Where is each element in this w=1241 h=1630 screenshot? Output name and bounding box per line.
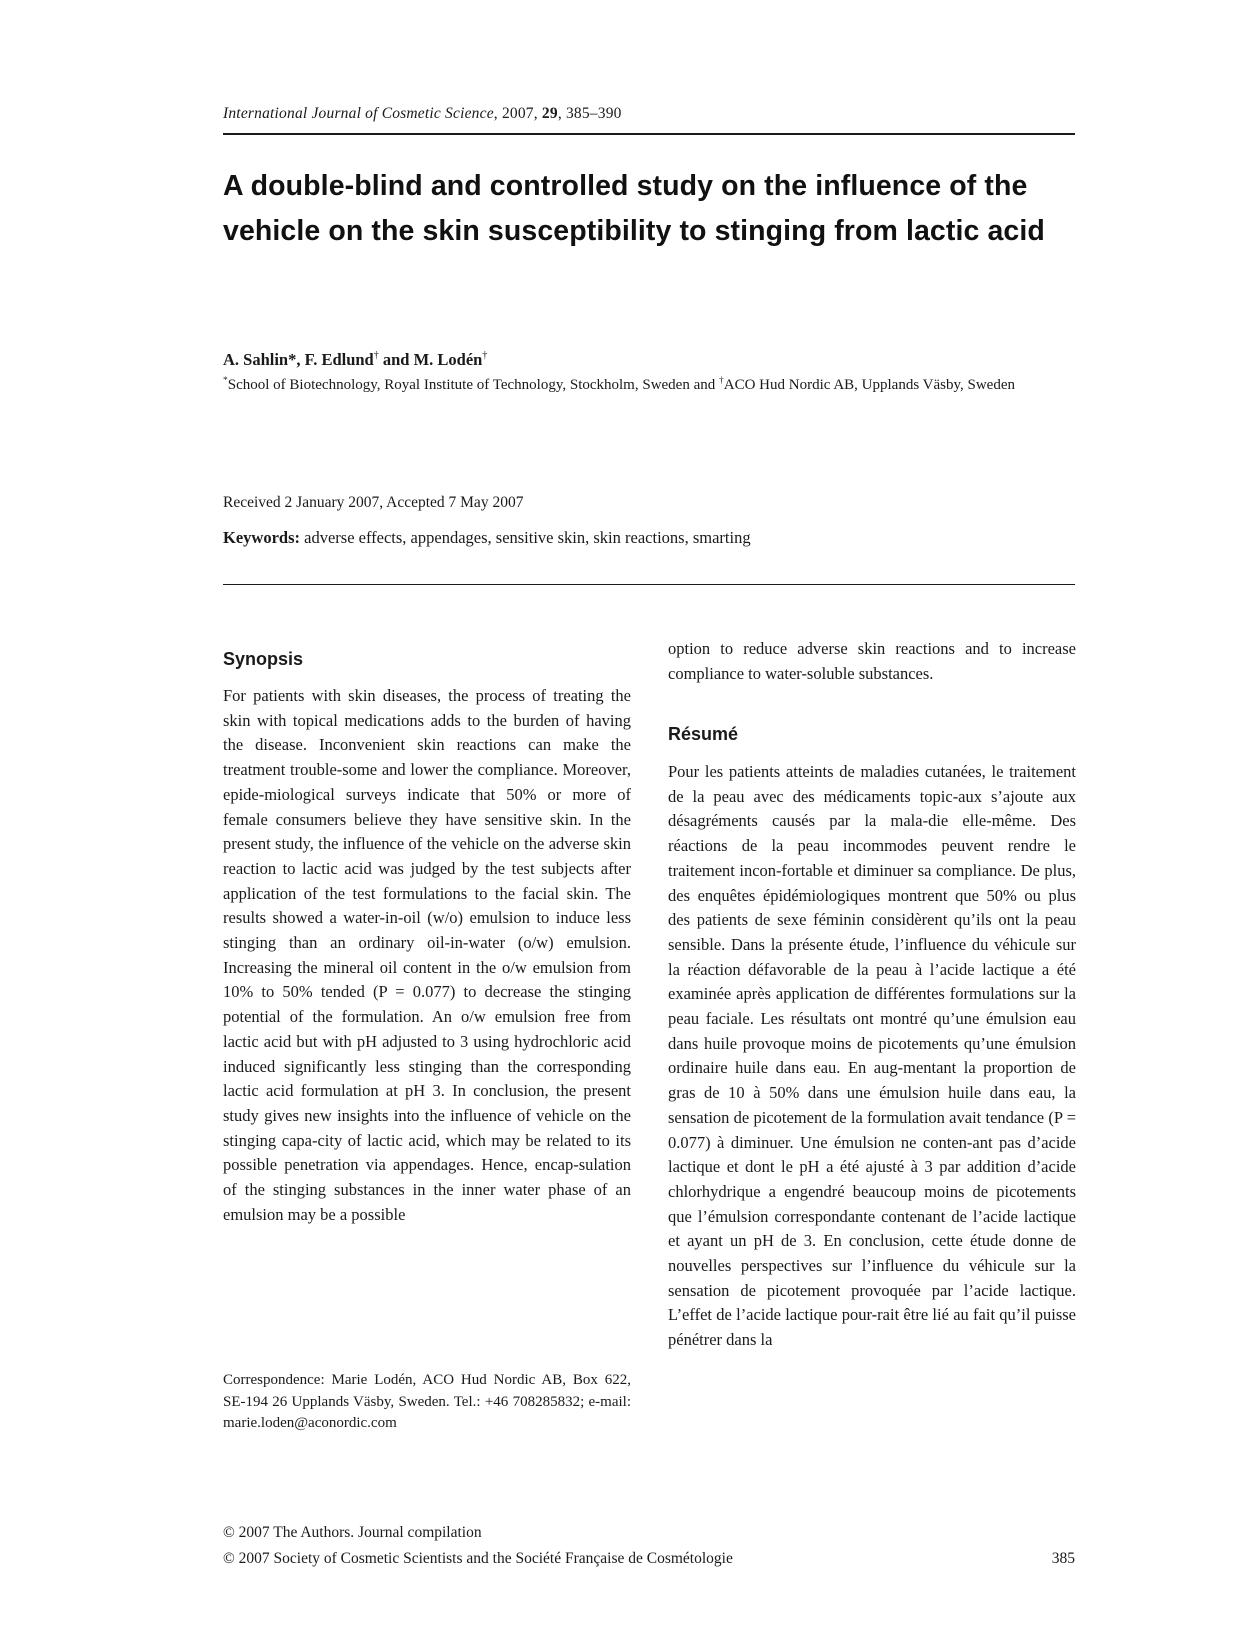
resume-text: Pour les patients atteints de maladies cutanées, le traitement de la peau avec des médicaments topic-aux s’ajoute aux désagréments causés par la mala-die elle-même. Des réactions de la peau incommodes peuvent rendre le traitement incon-fortable et diminuer sa compliance. De plus, des enquêtes épidémiologiques montrent que 50% ou plus des patients de sexe féminin considèrent qu’ils ont la peau sensible. Dans la présente étude, l’influence du véhicule sur la réaction défavorable de la peau à l’acide lactique a été examinée après application de différentes formulations sur la peau faciale. Les résultats ont montré qu’une émulsion eau dans huile provoque moins de picotements qu’une émulsion ordinaire huile dans eau. En aug-mentant la proportion de gras de 10 à 50% dans une émulsion huile dans eau, la sensation de picotement de la formulation avait tendance (P = 0.077) à diminuer. Une émulsion ne conten-ant pas d’acide lactique et dont le pH a été ajusté à 3 par addition d’acide chlorhydrique a engendré beaucoup moins de picotements que l’émulsion correspondante contenant de l’acide lactique et ayant un pH de 3. En conclusion, cette étude donne de nouvelles perspectives sur l’influence du véhicule sur la sensation de picotement provoquée par l’acide lactique. L’effet de l’acide lactique pour-rait être lié au fait qu’il puisse pénétrer dans la — [668, 762, 1076, 1350]
affiliation-kth: School of Biotechnology, Royal Institute of Technology, Stockholm, Sweden and — [227, 377, 719, 393]
author-sahlin: A. Sahlin*, — [223, 350, 305, 369]
resume-heading: Résumé — [668, 724, 739, 744]
journal-volume: 29 — [541, 105, 558, 122]
page-number: 385 — [1051, 1550, 1075, 1567]
dagger-mark: † — [719, 376, 724, 386]
synopsis-continuation: option to reduce adverse skin reactions and to increase compliance to water-soluble substances. — [668, 639, 1076, 683]
section-rule — [223, 584, 1075, 585]
author-loden: and M. Lodén — [378, 350, 483, 369]
journal-year: 2007, — [501, 105, 538, 122]
received-dates: Received 2 January 2007, Accepted 7 May 2007 — [223, 494, 524, 511]
journal-name: International Journal of Cosmetic Science — [223, 105, 494, 122]
author-edlund: F. Edlund — [304, 350, 374, 369]
keywords-text: adverse effects, appendages, sensitive skin, skin reactions, smarting — [300, 528, 751, 547]
affiliations — [223, 374, 1075, 397]
journal-pages: , 385–390 — [557, 105, 622, 122]
header-rule — [223, 133, 1075, 135]
synopsis-heading: Synopsis — [223, 649, 304, 669]
article-title: A double-blind and controlled study on the influence of the vehicle on the skin susceptibility to stinging from lactic acid — [223, 170, 1045, 247]
keywords-label: Keywords: — [223, 528, 300, 547]
star-mark: * — [223, 376, 228, 386]
keywords — [223, 528, 751, 548]
author-list — [223, 350, 487, 370]
copyright-authors: © 2007 The Authors. Journal compilation — [223, 1524, 482, 1541]
dagger-mark: † — [373, 350, 379, 361]
synopsis-text: For patients with skin diseases, the process of treating the skin with topical medications adds to the burden of having the disease. Inconvenient skin reactions can make the treatment trouble-some and lower the compliance. Moreover, epide-miological surveys indicate that 50% or more of female consumers believe they have sensitive skin. In the present study, the influence of the vehicle on the adverse skin reaction to lactic acid was judged by the test subjects after application of the test formulations to the facial skin. The results showed a water-in-oil (w/o) emulsion to induce less stinging than an ordinary oil-in-water (o/w) emulsion. Increasing the mineral oil content in the o/w emulsion from 10% to 50% tended (P = 0.077) to decrease the stinging potential of the formulation. An o/w emulsion free from lactic acid but with pH adjusted to 3 using hydrochloric acid induced significantly less stinging than the corresponding lactic acid formulation at pH 3. In conclusion, the present study gives new insights into the influence of vehicle on the stinging capa-city of lactic acid, which may be related to its possible penetration via appendages. Hence, encap-sulation of the stinging substances in the inner water phase of an emulsion may be a possible — [223, 686, 631, 1224]
dagger-mark: † — [482, 350, 488, 361]
copyright-society: © 2007 Society of Cosmetic Scientists and the Société Française de Cosmétologie — [223, 1550, 733, 1567]
correspondence-note: Correspondence: Marie Lodén, ACO Hud Nordic AB, Box 622, SE-194 26 Upplands Väsby, Sweden. Tel.: +46 708285832; e-mail: marie.loden@aconordic.com — [223, 1372, 631, 1431]
affiliation-aco: ACO Hud Nordic AB, Upplands Väsby, Sweden — [723, 377, 1015, 393]
running-head: International Journal of Cosmetic Science, 2007, 29, 385–390 — [223, 105, 622, 122]
